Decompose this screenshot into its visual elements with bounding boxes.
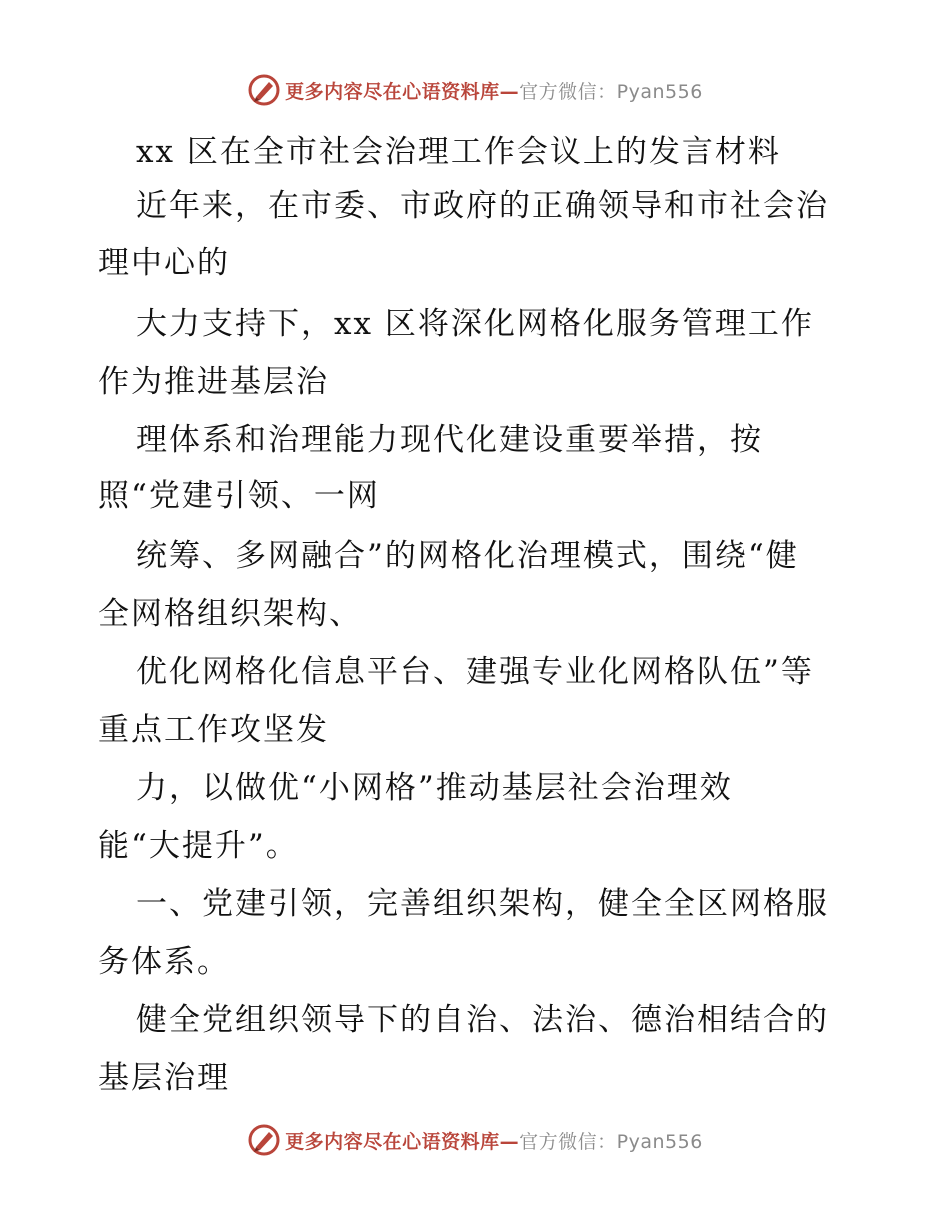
footer-banner — [0, 1118, 950, 1162]
paragraph-line: 近年来，在市委、市政府的正确领导和市社会治 — [136, 188, 829, 224]
paragraph-line: 理体系和治理能力现代化建设重要举措，按 — [136, 422, 763, 458]
paragraph-line: 理中心的 — [98, 245, 230, 281]
paragraph-line: 照“党建引领、一网 — [98, 478, 380, 514]
paragraph-line: 大力支持下，xx 区将深化网格化服务管理工作 — [136, 306, 814, 342]
paragraph-line: 能“大提升”。 — [98, 828, 299, 864]
pen-logo-icon — [247, 1123, 281, 1157]
section-heading: 一、党建引领，完善组织架构，健全全区网格服 — [136, 886, 829, 922]
paragraph-line: 作为推进基层治 — [98, 364, 329, 400]
header-banner — [0, 68, 950, 112]
paragraph-line: 全网格组织架构、 — [98, 596, 362, 632]
pen-logo-icon — [247, 73, 281, 107]
banner-text: 更多内容尽在心语资料库—官方微信：Pyan556 — [285, 1130, 703, 1153]
paragraph-line: 务体系。 — [98, 944, 230, 980]
document-title: xx 区在全市社会治理工作会议上的发言材料 — [136, 134, 781, 170]
paragraph-line: 健全党组织领导下的自治、法治、德治相结合的 — [136, 1002, 829, 1038]
paragraph-line: 统筹、多网融合”的网格化治理模式，围绕“健 — [136, 538, 799, 574]
paragraph-line: 基层治理 — [98, 1060, 230, 1096]
banner-text: 更多内容尽在心语资料库—官方微信：Pyan556 — [285, 80, 703, 103]
paragraph-line: 力，以做优“小网格”推动基层社会治理效 — [136, 770, 733, 806]
paragraph-line: 优化网格化信息平台、建强专业化网格队伍”等 — [136, 654, 814, 690]
paragraph-line: 重点工作攻坚发 — [98, 712, 329, 748]
